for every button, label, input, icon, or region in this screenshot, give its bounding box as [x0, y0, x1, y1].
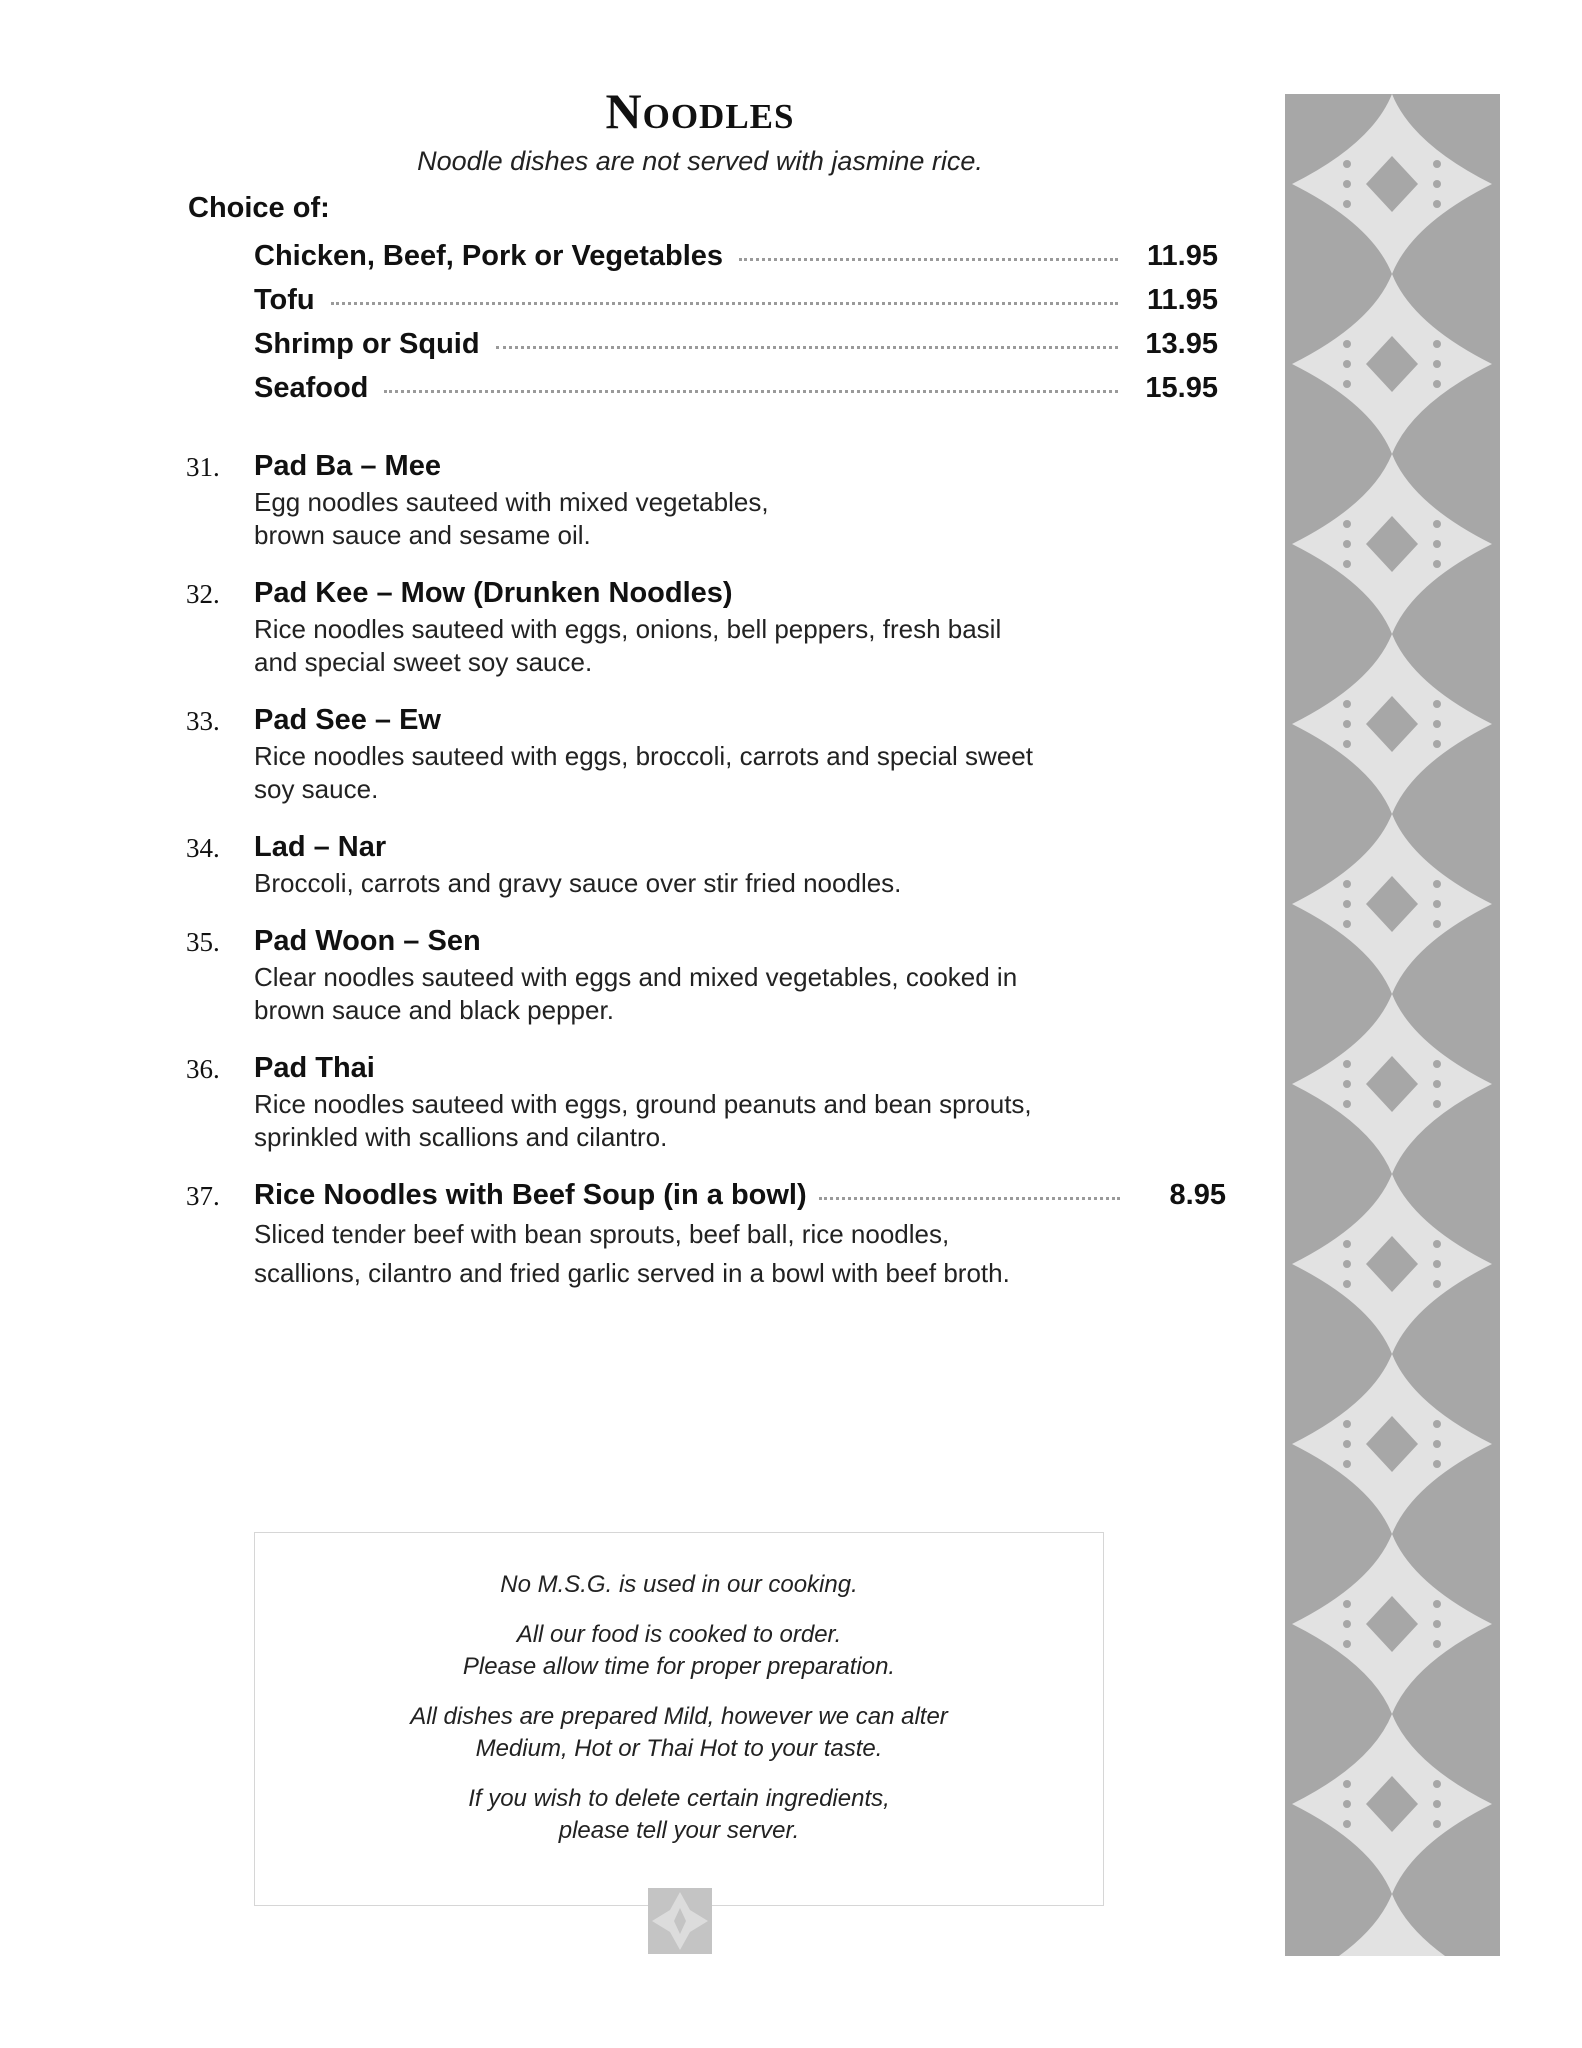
ingredients-notice: If you wish to delete certain ingredients, please tell your server.: [468, 1785, 890, 1844]
section-subtitle: Noodle dishes are not served with jasmine rice.: [417, 146, 983, 176]
dish-description: Rice noodles sauteed with eggs, broccoli, carrots and special sweet soy sauce.: [254, 741, 1033, 804]
dish-description: Egg noodles sauteed with mixed vegetables, brown sauce and sesame oil.: [254, 487, 769, 550]
dish-item-31: [186, 450, 1226, 552]
price-row-price: 15.95: [1145, 372, 1218, 404]
dish-name: Pad See – Ew: [254, 704, 441, 736]
dish-name: Lad – Nar: [254, 831, 387, 863]
protein-price-list: [254, 240, 1218, 416]
dish-list: [186, 450, 1226, 1293]
price-row-name: Shrimp or Squid: [254, 328, 480, 360]
spice-level-notice: All dishes are prepared Mild, however we can alter Medium, Hot or Thai Hot to your taste.: [410, 1703, 948, 1762]
dish-number: 31.: [186, 452, 220, 482]
price-row-name: Seafood: [254, 372, 369, 404]
dish-description: Rice noodles sauteed with eggs, onions, bell peppers, fresh basil and special sweet soy sauce.: [254, 614, 1002, 677]
notice-box: [254, 1532, 1104, 1906]
dish-item-33: [186, 704, 1226, 806]
price-row-name: Tofu: [254, 284, 315, 316]
ornament-tile: [648, 1888, 712, 1954]
dish-item-34: [186, 831, 1226, 900]
choice-label: Choice of:: [188, 192, 330, 224]
price-row-price: 13.95: [1145, 328, 1218, 360]
dot-leader: [819, 1197, 1120, 1200]
dish-number: 37.: [186, 1181, 220, 1211]
dish-name: Pad Kee – Mow (Drunken Noodles): [254, 577, 733, 609]
dish-item-35: [186, 925, 1226, 1027]
dish-name: Pad Woon – Sen: [254, 925, 481, 957]
decorative-border-band: [1285, 94, 1500, 1956]
dish-item-36: [186, 1052, 1226, 1154]
price-row-shrimp-squid: [254, 328, 1218, 372]
price-row-chicken-beef-pork-vegetables: [254, 240, 1218, 284]
floral-pattern-icon: [1285, 94, 1500, 1956]
ornament-tile-icon: [648, 1888, 712, 1954]
dish-number: 36.: [186, 1054, 220, 1084]
dish-number: 35.: [186, 927, 220, 957]
price-row-tofu: [254, 284, 1218, 328]
dish-number: 33.: [186, 706, 220, 736]
dot-leader: [384, 390, 1118, 393]
dot-leader: [331, 302, 1118, 305]
dot-leader: [496, 346, 1118, 349]
dish-description: Broccoli, carrots and gravy sauce over stir fried noodles.: [254, 868, 902, 898]
msg-notice: No M.S.G. is used in our cooking.: [500, 1571, 858, 1598]
dish-name: Rice Noodles with Beef Soup (in a bowl): [254, 1179, 807, 1211]
price-row-name: Chicken, Beef, Pork or Vegetables: [254, 240, 724, 272]
dish-number: 32.: [186, 579, 220, 609]
dish-description: Rice noodles sauteed with eggs, ground peanuts and bean sprouts, sprinkled with scallions and cilantro.: [254, 1089, 1032, 1152]
dot-leader: [739, 258, 1118, 261]
price-row-price: 11.95: [1147, 240, 1218, 272]
dish-name: Pad Ba – Mee: [254, 450, 441, 482]
dish-number: 34.: [186, 833, 220, 863]
cooked-to-order-notice: All our food is cooked to order. Please allow time for proper preparation.: [462, 1621, 896, 1680]
page-title: Noodles: [605, 83, 795, 139]
dish-item-37: [186, 1179, 1226, 1293]
dish-price: 8.95: [1169, 1179, 1226, 1211]
price-row-price: 11.95: [1147, 284, 1218, 316]
price-row-seafood: [254, 372, 1218, 416]
dish-description: Sliced tender beef with bean sprouts, beef ball, rice noodles, scallions, cilantro and fried garlic served in a bowl with beef broth.: [254, 1219, 1010, 1288]
dish-name: Pad Thai: [254, 1052, 375, 1084]
dish-item-32: [186, 577, 1226, 679]
dish-description: Clear noodles sauteed with eggs and mixed vegetables, cooked in brown sauce and black pepper.: [254, 962, 1018, 1025]
